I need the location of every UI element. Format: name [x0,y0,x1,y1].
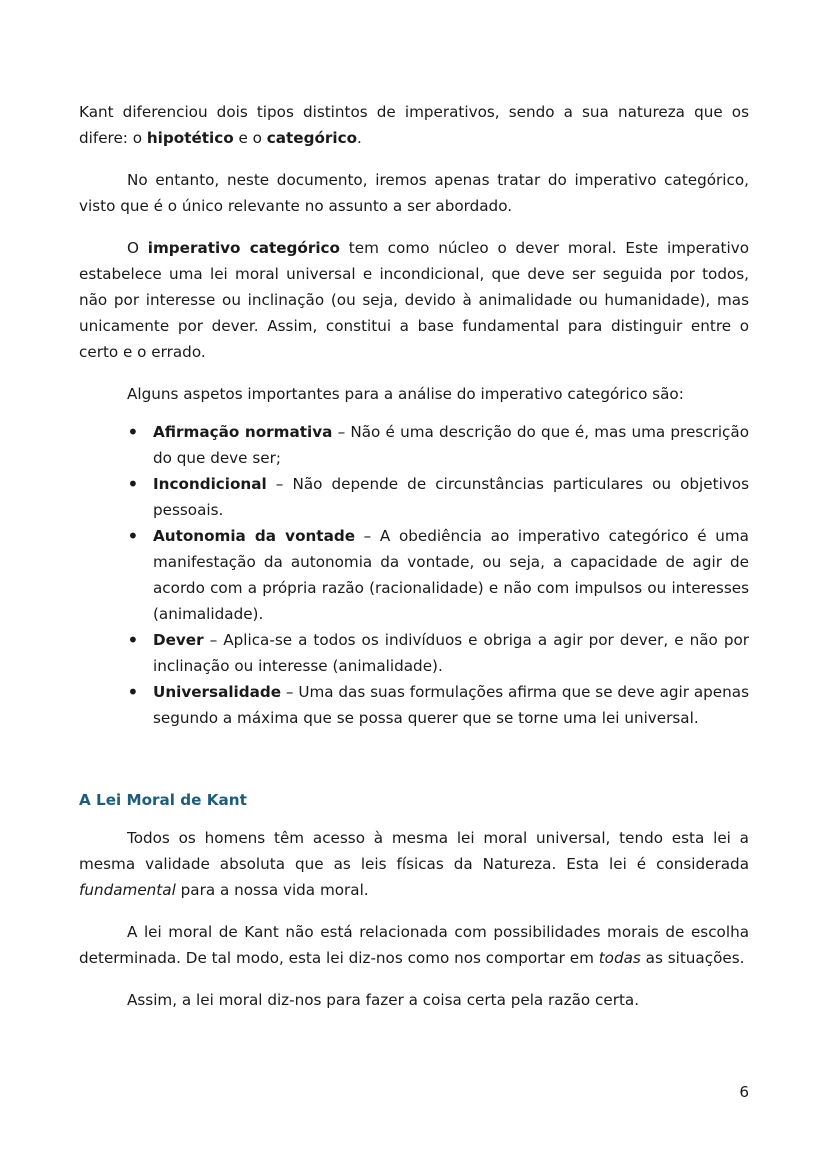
emphasis-todas: todas [598,949,641,967]
list-item-text: – Não é uma descrição do que é, mas uma prescrição do que deve ser; [153,423,749,467]
page-content [79,99,749,1013]
text-span: . [357,129,362,147]
paragraph-aspects-intro: Alguns aspetos importantes para a análise do imperativo categórico são: [127,385,684,403]
text-span: tem como núcleo o dever moral. Este imperativo estabelece uma lei moral universal e incondicional, que deve ser seguida por todos, não por interesse ou inclinação (ou seja, devido à animalidade ou humanidade), mas unicamente por dever. Assim, constitui a base fundamental para distinguir entre o certo e o errado. [79,239,749,361]
list-item [153,471,749,523]
list-item-text: – Aplica-se a todos os indivíduos e obriga a agir por dever, e não por inclinação ou interesse (animalidade). [153,631,749,675]
paragraph-scope: No entanto, neste documento, iremos apenas tratar do imperativo categórico, visto que é o único relevante no assunto a ser abordado. [79,171,749,215]
section-heading: A Lei Moral de Kant [79,791,247,809]
list-item-term: Autonomia da vontade [153,527,355,545]
text-span: Kant diferenciou dois tipos distintos de imperativos, sendo a sua natureza que os difere: o [79,103,749,147]
page-number: 6 [739,1083,749,1101]
text-span: as situações. [640,949,745,967]
text-span: para a nossa vida moral. [175,881,369,899]
text-span: O [127,239,148,257]
list-item-term: Afirmação normativa [153,423,333,441]
term-hipotetico: hipotético [146,129,234,147]
list-item [153,419,749,471]
list-item-text: – Não depende de circunstâncias particulares ou objetivos pessoais. [153,475,749,519]
list-item [153,679,749,731]
paragraph-categorical-imperative [79,235,749,365]
list-item-text: – Uma das suas formulações afirma que se deve agir apenas segundo a máxima que se possa querer que se torne uma lei universal. [153,683,749,727]
list-item [153,627,749,679]
text-span: A lei moral de Kant não está relacionada com possibilidades morais de escolha determinada. De tal modo, esta lei diz-nos como nos comportar em [79,923,749,967]
aspects-list [79,419,749,731]
list-item-term: Incondicional [153,475,267,493]
paragraph-imperative-types [79,99,749,151]
term-categorico: categórico [266,129,358,147]
text-span: Todos os homens têm acesso à mesma lei moral universal, tendo esta lei a mesma validade absoluta que as leis físicas da Natureza. Esta lei é considerada [79,829,749,873]
emphasis-fundamental: fundamental [79,881,176,899]
list-item-term: Universalidade [153,683,282,701]
term-imperativo-categorico: imperativo categórico [147,239,340,257]
list-item-text: – A obediência ao imperativo categórico é uma manifestação da autonomia da vontade, ou seja, a capacidade de agir de acordo com a própria razão (racionalidade) e não com impulsos ou interesses (animalidade). [153,527,749,623]
text-span: e o [233,129,267,147]
list-item-term: Dever [153,631,204,649]
list-item [153,523,749,627]
paragraph-universal-law [79,825,749,903]
paragraph-moral-law-choice [79,919,749,971]
paragraph-conclusion: Assim, a lei moral diz-nos para fazer a coisa certa pela razão certa. [127,991,640,1009]
